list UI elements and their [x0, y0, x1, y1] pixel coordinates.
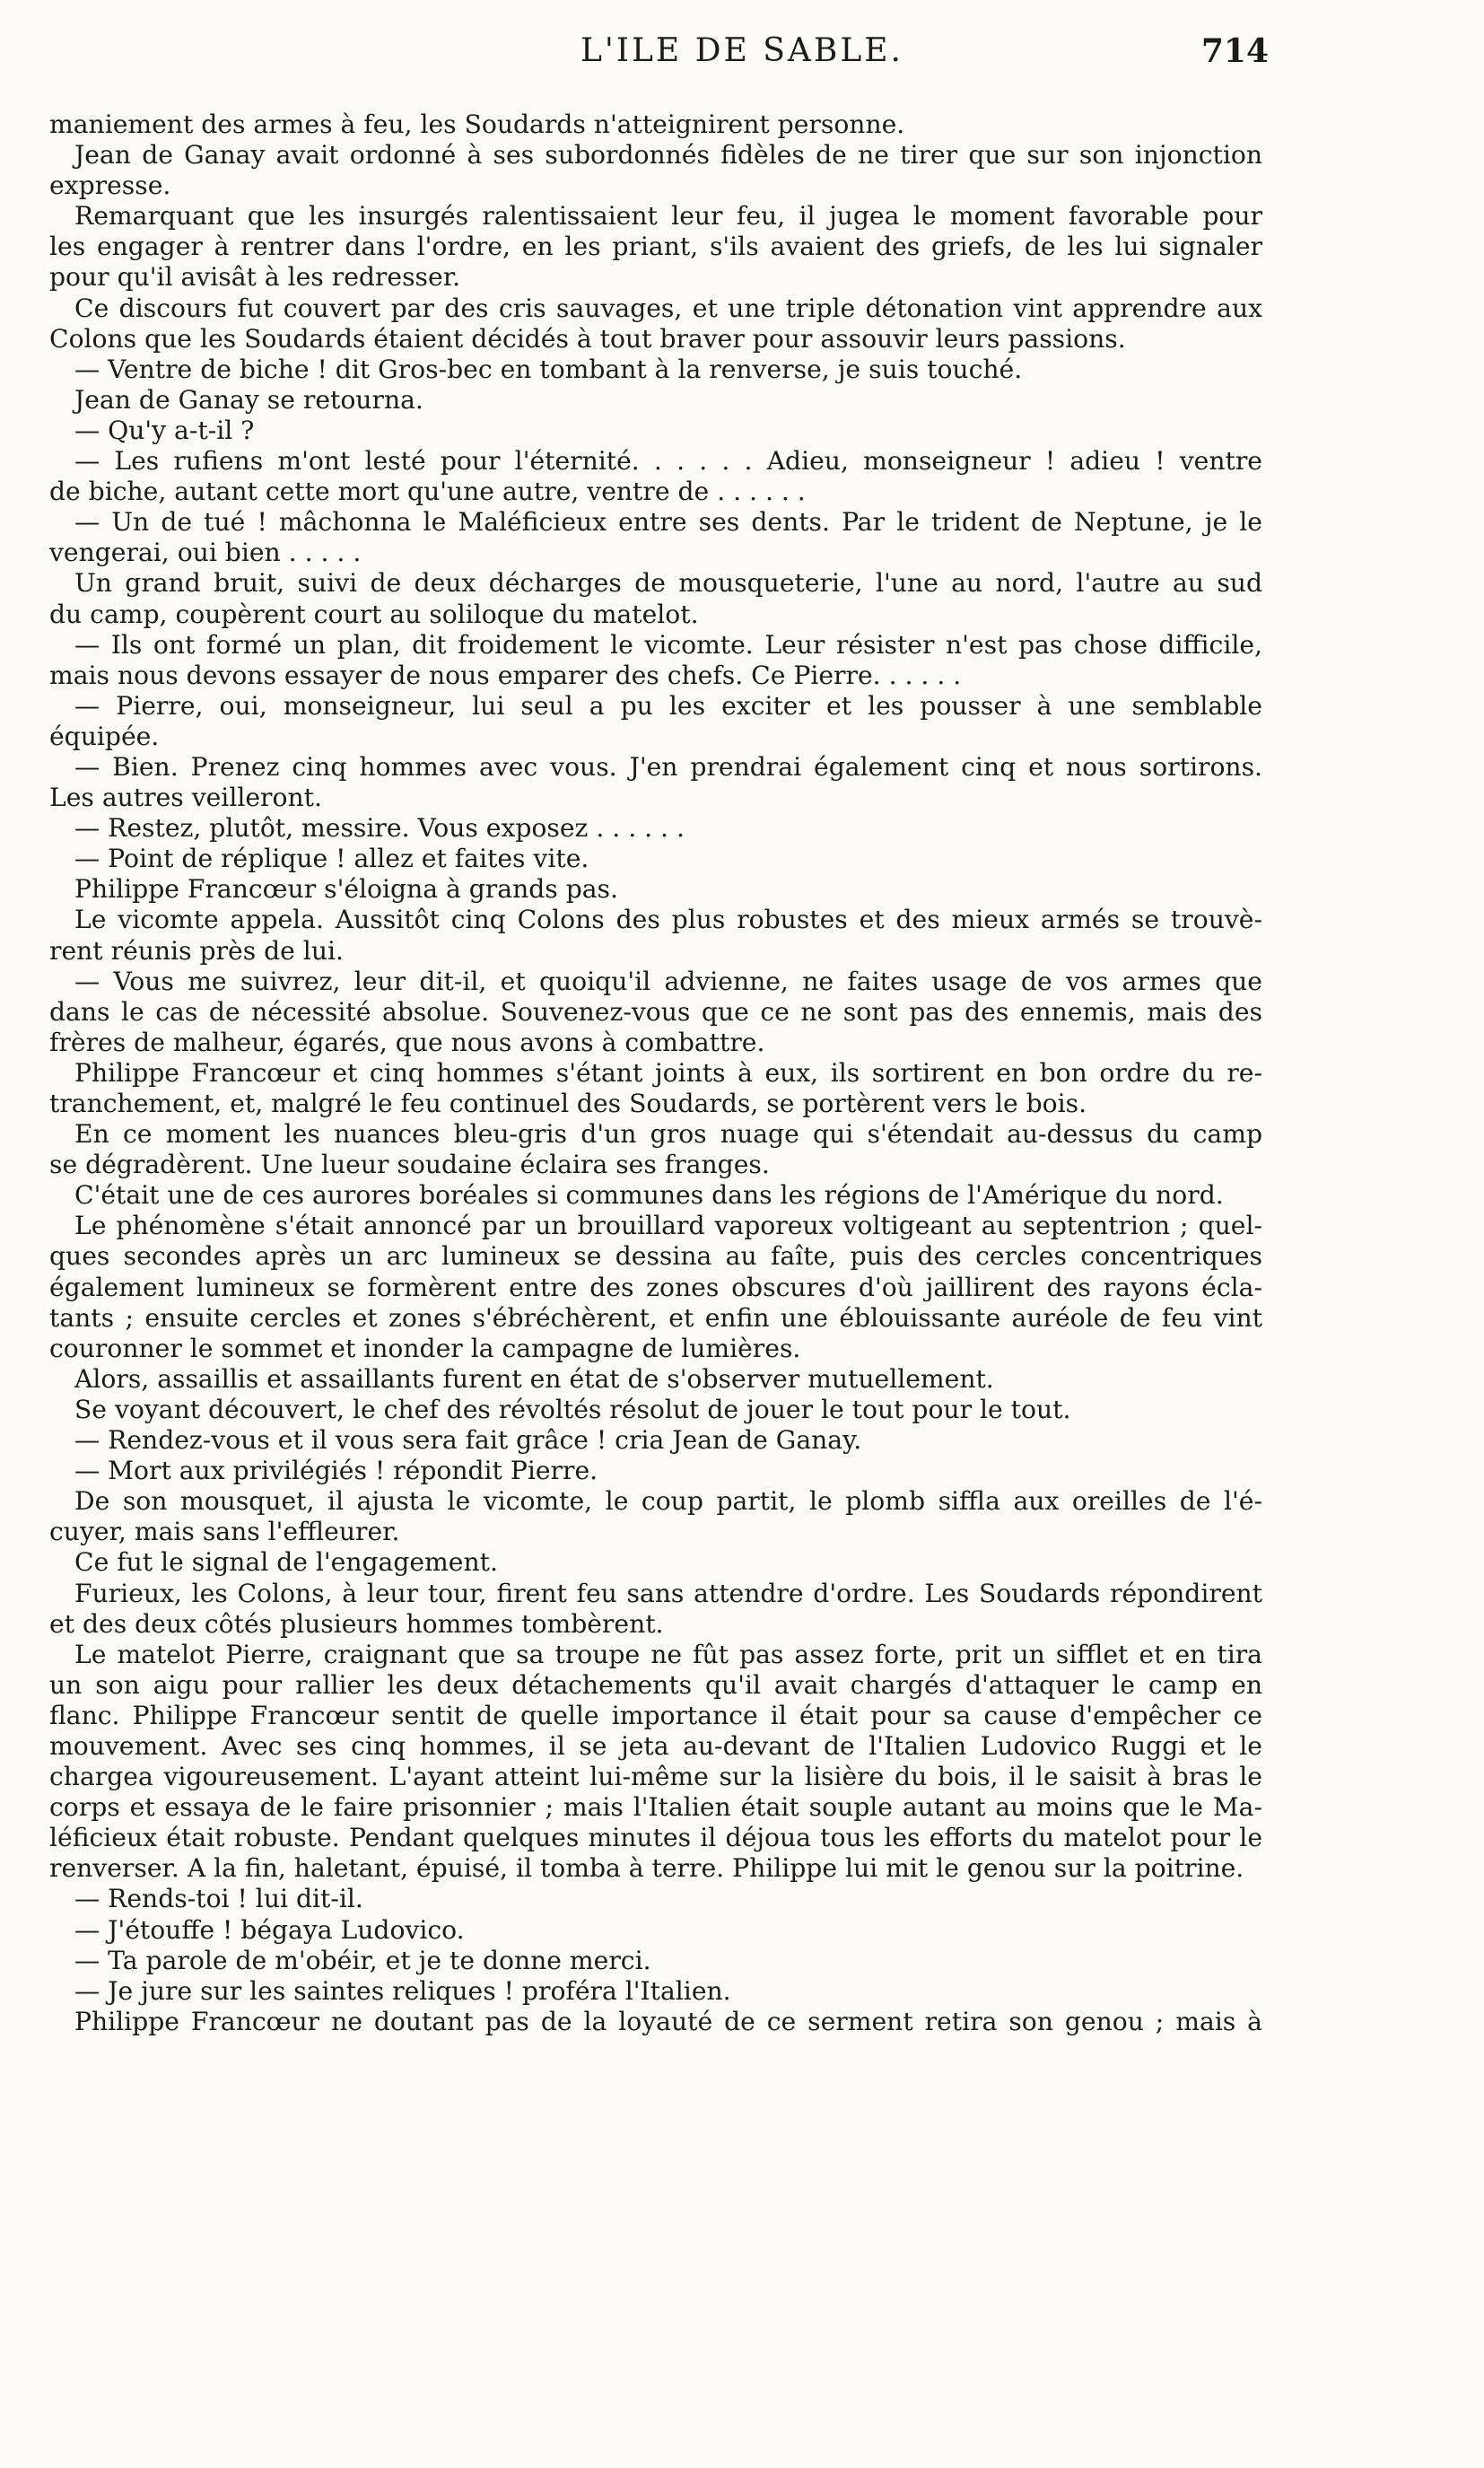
text-line: cuyer, mais sans l'effleurer.: [49, 1517, 400, 1547]
text-line: Furieux, les Colons, à leur tour, firent feu sans attendre d'ordre. Les Soudards répondirent: [74, 1578, 1262, 1608]
text-line: Les autres veilleront.: [49, 783, 322, 813]
text-line: rent réunis près de lui.: [49, 935, 344, 966]
text-line: Ce fut le signal de l'engagement.: [74, 1547, 498, 1578]
text-line: du camp, coupèrent court au soliloque du matelot.: [49, 599, 699, 629]
text-line: Philippe Francœur s'éloigna à grands pas.: [74, 874, 618, 905]
text-line: Jean de Ganay avait ordonné à ses subordonnés fidèles de ne tirer que sur son injonction: [74, 140, 1262, 171]
text-line: Ce discours fut couvert par des cris sauvages, et une triple détonation vint apprendre aux: [74, 293, 1262, 323]
text-line: — Ta parole de m'obéir, et je te donne merci.: [74, 1945, 651, 1975]
text-body: [49, 109, 1262, 2037]
text-line: également lumineux se formèrent entre des zones obscures d'où jaillirent des rayons écla-: [49, 1272, 1262, 1302]
page-header: [0, 32, 1484, 86]
text-line: — Qu'y a-t-il ?: [74, 415, 255, 445]
text-line: — Pierre, oui, monseigneur, lui seul a pu les exciter et les pousser à une semblable: [74, 690, 1262, 721]
text-line: — Un de tué ! mâchonna le Maléficieux entre ses dents. Par le trident de Neptune, je le: [74, 507, 1262, 538]
text-line: expresse.: [49, 171, 171, 201]
text-line: flanc. Philippe Francœur sentit de quelle importance il était pour sa cause d'empêcher ce: [49, 1700, 1262, 1730]
text-line: — Restez, plutôt, messire. Vous exposez . . . . . .: [74, 813, 685, 844]
text-line: et des deux côtés plusieurs hommes tombèrent.: [49, 1608, 664, 1639]
text-line: tranchement, et, malgré le feu continuel des Soudards, se portèrent vers le bois.: [49, 1089, 1087, 1118]
text-line: — Les rufiens m'ont lesté pour l'éternité. . . . . . Adieu, monseigneur ! adieu ! ventre: [74, 446, 1262, 477]
text-line: équipée.: [49, 721, 160, 751]
text-line: — Rendez-vous et il vous sera fait grâce ! cria Jean de Ganay.: [74, 1425, 862, 1456]
text-line: — J'étouffe ! bégaya Ludovico.: [74, 1914, 465, 1945]
text-line: — Je jure sur les saintes reliques ! proféra l'Italien.: [74, 1975, 731, 2006]
text-line: — Vous me suivrez, leur dit-il, et quoiqu'il advienne, ne faites usage de vos armes que: [74, 966, 1262, 996]
text-line: frères de malheur, égarés, que nous avons à combattre.: [49, 1027, 765, 1057]
text-line: Le vicomte appela. Aussitôt cinq Colons des plus robustes et des mieux armés se trouvè-: [74, 905, 1262, 935]
text-line: C'était une de ces aurores boréales si communes dans les régions de l'Amérique du nord.: [74, 1180, 1224, 1211]
text-line: chargea vigoureusement. L'ayant atteint lui-même sur la lisière du bois, il le saisit à bras le: [49, 1762, 1262, 1792]
text-line: les engager à rentrer dans l'ordre, en les priant, s'ils avaient des griefs, de les lui signaler: [49, 232, 1262, 262]
text-line: vengerai, oui bien . . . . .: [49, 538, 362, 568]
text-line: — Ventre de biche ! dit Gros-bec en tombant à la renverse, je suis touché.: [74, 354, 1023, 384]
page-number: 714: [1200, 32, 1269, 70]
text-line: Remarquant que les insurgés ralentissaient leur feu, il jugea le moment favorable pour: [74, 201, 1262, 232]
text-line: — Ils ont formé un plan, dit froidement le vicomte. Leur résister n'est pas chose difficile,: [74, 629, 1262, 660]
text-line: — Mort aux privilégiés ! répondit Pierre.: [74, 1456, 598, 1486]
text-line: Philippe Francœur et cinq hommes s'étant joints à eux, ils sortirent en bon ordre du re-: [74, 1057, 1262, 1088]
text-line: léficieux était robuste. Pendant quelques minutes il déjoua tous les efforts du matelot pour le: [49, 1823, 1262, 1853]
text-line: tants ; ensuite cercles et zones s'ébréchèrent, et enfin une éblouissante auréole de feu vint: [49, 1302, 1262, 1333]
text-line: — Point de réplique ! allez et faites vite.: [74, 844, 589, 874]
text-line: — Bien. Prenez cinq hommes avec vous. J'en prendrai également cinq et nous sortirons.: [74, 751, 1262, 782]
text-line: ques secondes après un arc lumineux se dessina au faîte, puis des cercles concentriques: [49, 1241, 1262, 1272]
text-line: corps et essaya de le faire prisonnier ; mais l'Italien était souple autant au moins que le Ma-: [49, 1792, 1262, 1823]
text-line: Le matelot Pierre, craignant que sa troupe ne fût pas assez forte, prit un sifflet et en tira: [74, 1639, 1262, 1669]
text-line: couronner le sommet et inonder la campagne de lumières.: [49, 1333, 801, 1363]
text-line: — Rends-toi ! lui dit-il.: [74, 1884, 363, 1914]
text-line: de biche, autant cette mort qu'une autre, ventre de . . . . . .: [49, 477, 806, 507]
text-line: Se voyant découvert, le chef des révoltés résolut de jouer le tout pour le tout.: [74, 1394, 1071, 1424]
text-line: un son aigu pour rallier les deux détachements qu'il avait chargés d'attaquer le camp en: [49, 1669, 1262, 1700]
text-line: renverser. A la fin, haletant, épuisé, il tomba à terre. Philippe lui mit le genou sur la poitrine.: [49, 1853, 1244, 1884]
text-line: Le phénomène s'était annoncé par un brouillard vaporeux voltigeant au septentrion ; quel-: [74, 1211, 1262, 1241]
text-line: se dégradèrent. Une lueur soudaine éclaira ses franges.: [49, 1150, 770, 1180]
text-line: Philippe Francœur ne doutant pas de la loyauté de ce serment retira son genou ; mais à: [74, 2006, 1262, 2036]
running-title: L'ILE DE SABLE.: [581, 32, 903, 69]
text-line: mouvement. Avec ses cinq hommes, il se jeta au-devant de l'Italien Ludovico Ruggi et le: [49, 1730, 1262, 1761]
text-line: De son mousquet, il ajusta le vicomte, le coup partit, le plomb siffla aux oreilles de l'é-: [74, 1486, 1262, 1517]
text-line: mais nous devons essayer de nous emparer des chefs. Ce Pierre. . . . . .: [49, 660, 962, 690]
text-line: Jean de Ganay se retourna.: [74, 384, 423, 415]
text-line: dans le cas de nécessité absolue. Souvenez-vous que ce ne sont pas des ennemis, mais des: [49, 996, 1262, 1027]
text-line: Colons que les Soudards étaient décidés à tout braver pour assouvir leurs passions.: [49, 323, 1126, 354]
text-line: maniement des armes à feu, les Soudards n'atteignirent personne.: [49, 109, 905, 139]
text-line: Un grand bruit, suivi de deux décharges de mousqueterie, l'une au nord, l'autre au sud: [74, 568, 1262, 599]
text-line: En ce moment les nuances bleu-gris d'un gros nuage qui s'étendait au-dessus du camp: [74, 1119, 1262, 1150]
text-line: Alors, assaillis et assaillants furent en état de s'observer mutuellement.: [74, 1363, 994, 1394]
text-line: pour qu'il avisât à les redresser.: [49, 262, 461, 293]
